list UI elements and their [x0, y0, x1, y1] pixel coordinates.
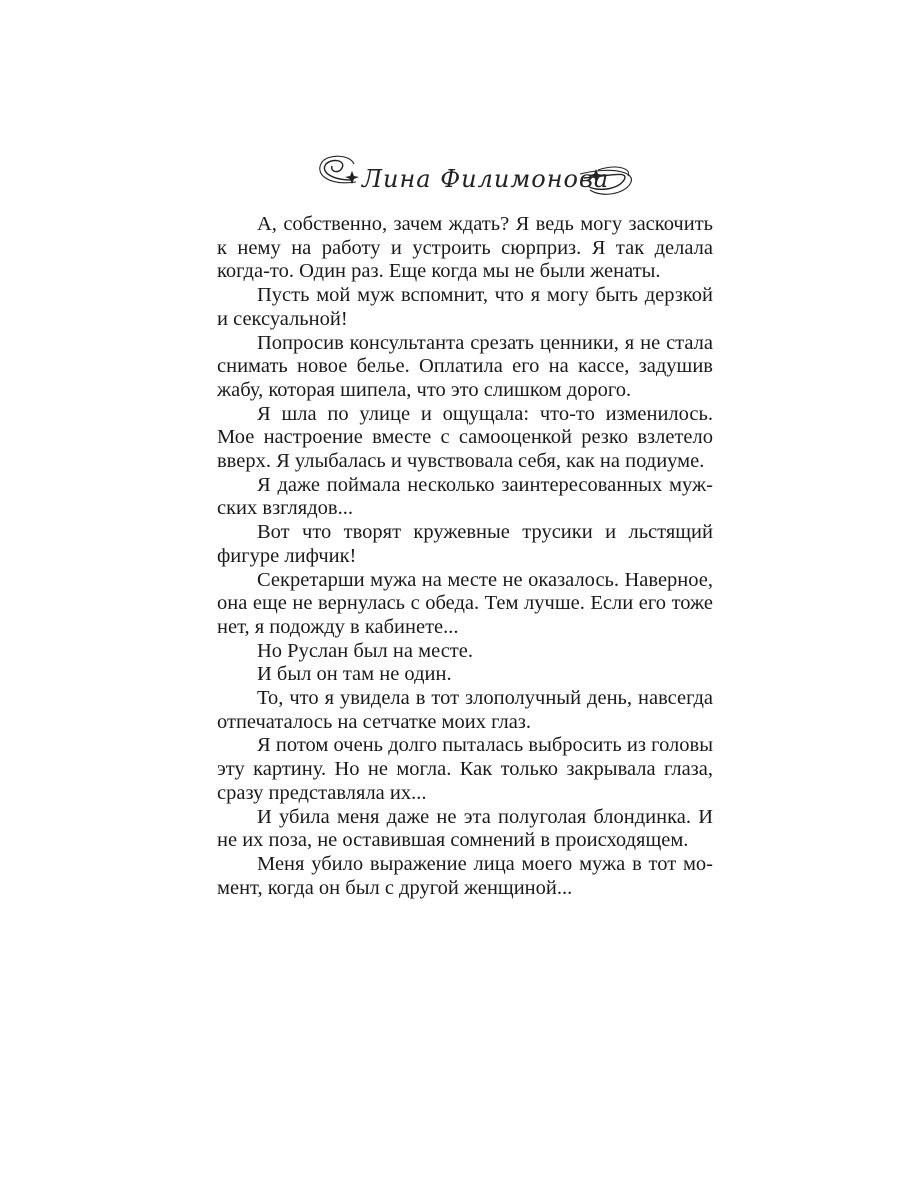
- paragraph: То, что я увидела в тот злополучный день, навсегда отпечаталось на сетчатке моих глаз.: [217, 687, 713, 733]
- paragraph: Вот что творят кружевные трусики и льстящий фигуре лифчик!: [217, 521, 713, 567]
- paragraph: Но Руслан был на месте.: [257, 639, 473, 662]
- paragraph: Я потом очень долго пыталась выбросить из головы эту картину. Но не могла. Как только закрывала глаза, сразу представляла их...: [217, 734, 713, 804]
- paragraph: И был он там не один.: [257, 663, 452, 686]
- body-text: [217, 213, 713, 900]
- running-header: [312, 150, 642, 210]
- paragraph: Пусть мой муж вспомнит, что я могу быть дерзкой и сексуальной!: [217, 284, 713, 330]
- paragraph: И убила меня даже не эта полуголая блондинка. И не их поза, не оставившая сомнений в происходящем.: [217, 805, 713, 852]
- author-name: Лина Филимонова: [362, 165, 610, 193]
- paragraph: Попросив консультанта срезать ценники, я не стала снимать новое белье. Оплатила его на кассе, задушив жабу, которая шипела, что это слишком дорого.: [217, 331, 713, 401]
- paragraph: А, собственно, зачем ждать? Я ведь могу заскочить к нему на работу и устроить сюрприз. Я так делала когда-то. Один раз. Еще когда мы не были женаты.: [217, 213, 713, 283]
- paragraph: Я шла по улице и ощущала: что-то изменилось. Мое настроение вместе с самооценкой резко взлетело вверх. Я улыбалась и чувствовала себя, как на подиуме.: [217, 402, 713, 473]
- paragraph: Секретарши мужа на месте не оказалось. Наверное, она еще не вернулась с обеда. Тем лучше. Если его тоже нет, я подожду в кабинете...: [217, 568, 713, 638]
- paragraph: Меня убило выражение лица моего мужа в тот момент, когда он был с другой женщиной...: [217, 852, 713, 899]
- paragraph: Я даже поймала несколько заинтересованных мужских взглядов...: [217, 473, 713, 520]
